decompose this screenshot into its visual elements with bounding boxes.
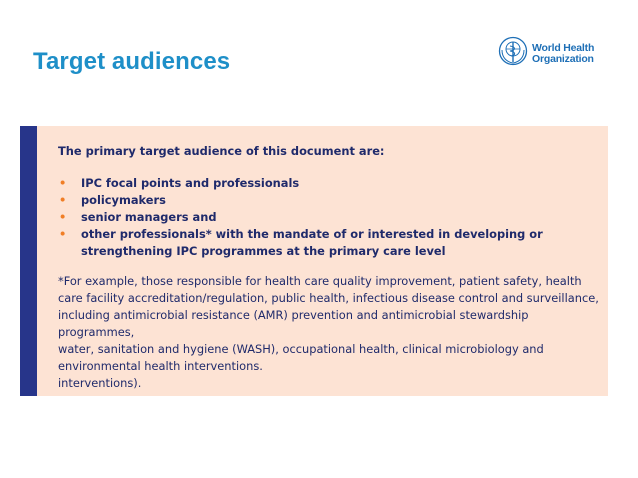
panel-content [58,144,604,392]
list-item: • IPC focal points and professionals [59,176,300,190]
footnote-line: care facility accreditation/regulation, public health, infectious disease control and surveillance, [58,291,599,305]
footnote-line: interventions). [58,376,142,390]
footnote-line: water, sanitation and hygiene (WASH), occupational health, clinical microbiology and [58,342,544,356]
logo-line2: Organization [532,52,594,65]
who-logo [498,36,594,71]
panel-accent-bar [20,126,37,396]
bullet-icon: • [59,227,67,241]
footnote [58,273,604,392]
list-item: • senior managers and [59,210,217,224]
list-item: • policymakers [59,193,166,207]
bullet-icon: • [59,193,67,207]
footnote-line: including antimicrobial resistance (AMR) prevention and antimicrobial stewardship programmes, [58,308,529,339]
panel-intro: The primary target audience of this document are: [58,144,385,158]
audience-list [58,175,604,260]
logo-line1: World Health [532,41,595,54]
footnote-line: environmental health interventions. [58,359,263,373]
audience-panel [20,126,608,396]
page-title: Target audiences [33,48,231,75]
bullet-icon: • [59,176,67,190]
list-item: • other professionals* with the mandate of or interested in developing or strengthening IPC programmes at the primary care level [59,227,543,258]
who-emblem-icon [498,36,528,71]
bullet-icon: • [59,210,67,224]
footnote-line: *For example, those responsible for health care quality improvement, patient safety, health [58,274,582,288]
